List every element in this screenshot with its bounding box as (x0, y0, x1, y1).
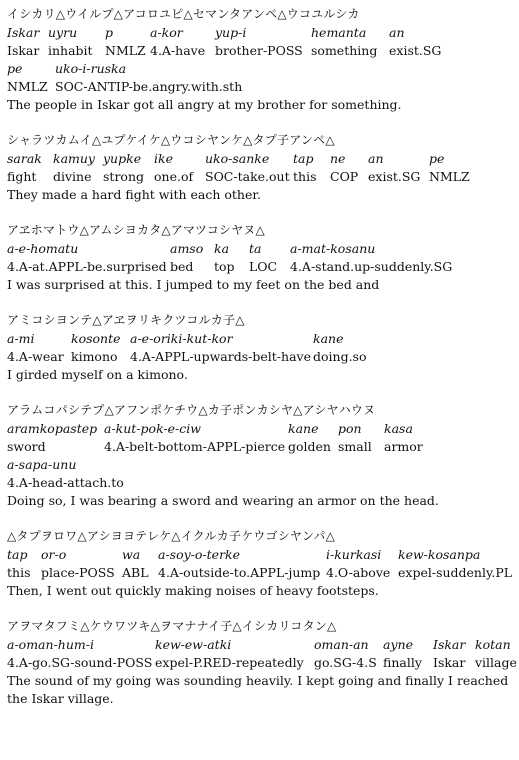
ainu-word: uko-sanke (205, 151, 270, 166)
gloss-word: ABL (122, 565, 149, 580)
ainu-word: a-e-homatu (7, 241, 79, 256)
gloss-word: sword (7, 439, 46, 454)
gloss-word: Iskar (7, 43, 40, 58)
ainu-word: amso (170, 241, 204, 256)
ainu-word: uyru (48, 25, 78, 40)
gloss-word: brother-POSS (215, 43, 303, 58)
ainu-word: a-oman-hum-i (7, 637, 94, 652)
ainu-word: a-soy-o-terke (158, 547, 241, 562)
ainu-word: sarak (7, 151, 42, 166)
ainu-word: tap (7, 547, 28, 562)
ainu-line (7, 420, 517, 438)
ainu-word: tap (293, 151, 314, 166)
gloss-line (7, 654, 517, 672)
gloss-word: golden (288, 439, 331, 454)
gloss-word: exist.SG (389, 43, 442, 58)
gloss-word: 4.A-go.SG-sound-POSS (7, 655, 153, 670)
gloss-word: doing.so (313, 349, 367, 364)
gloss-word: 4.A-wear (7, 349, 64, 364)
gloss-word: 4.A-at.APPL-be.surprised (7, 259, 167, 274)
gloss-word: SOC-take.out (205, 169, 290, 184)
example-block (7, 617, 517, 708)
gloss-word: divine (53, 169, 92, 184)
ainu-line (7, 636, 517, 654)
ainu-word: kane (313, 331, 344, 346)
ainu-word: a-sapa-unu (7, 457, 77, 472)
ainu-word: ta (249, 241, 262, 256)
free-translation: Then, I went out quickly making noises of heavy footsteps. (7, 583, 379, 598)
gloss-word: something (311, 43, 378, 58)
gloss-line (7, 42, 517, 60)
ainu-word: kosonte (71, 331, 121, 346)
ainu-word: ayne (383, 637, 413, 652)
gloss-word: kimono (71, 349, 118, 364)
ainu-line (7, 546, 517, 564)
gloss-word: exist.SG (368, 169, 421, 184)
gloss-line (7, 474, 517, 492)
ainu-word: aramkopastep (7, 421, 98, 436)
gloss-word: 4.A-APPL-upwards-belt-have (130, 349, 311, 364)
ainu-line (7, 330, 517, 348)
free-translation: Doing so, I was bearing a sword and wearing an armor on the head. (7, 493, 439, 508)
gloss-word: expel-suddenly.PL (398, 565, 513, 580)
ainu-word: oman-an (314, 637, 369, 652)
free-translation: I girded myself on a kimono. (7, 367, 188, 382)
ainu-word: ike (154, 151, 173, 166)
example-block (7, 311, 517, 384)
ainu-word: kew-kosanpa (398, 547, 481, 562)
ainu-word: a-kor (150, 25, 183, 40)
gloss-word: top (214, 259, 235, 274)
ainu-word: kamuy (53, 151, 95, 166)
katakana-line: アヲマタフミ△ケウワツキ△ヲマナナイ子△イシカリコタン△ (7, 619, 337, 633)
gloss-line (7, 258, 517, 276)
ainu-word: a-mat-kosanu (290, 241, 376, 256)
free-translation: They made a hard fight with each other. (7, 187, 261, 202)
example-block (7, 401, 517, 510)
ainu-word: an (389, 25, 405, 40)
gloss-word: NMLZ (105, 43, 146, 58)
gloss-word: 4.A-stand.up-suddenly.SG (290, 259, 453, 274)
gloss-word: expel-P.RED-repeatedly (155, 655, 304, 670)
ainu-word: an (368, 151, 384, 166)
free-translation: I was surprised at this. I jumped to my feet on the bed and (7, 277, 380, 292)
ainu-word: a-kut-pok-e-ciw (104, 421, 201, 436)
example-block (7, 221, 517, 294)
katakana-line: アミコシヨンテ△アヱヲリキクツコルカ子△ (7, 313, 245, 327)
gloss-line (7, 438, 517, 456)
gloss-word: armor (384, 439, 423, 454)
ainu-word: p (105, 25, 114, 40)
gloss-word: 4.O-above (326, 565, 391, 580)
gloss-word: fight (7, 169, 37, 184)
gloss-word: LOC (249, 259, 278, 274)
gloss-line (7, 78, 517, 96)
ainu-word: pe (429, 151, 445, 166)
example-block (7, 131, 517, 204)
gloss-word: inhabit (48, 43, 93, 58)
gloss-line (7, 348, 517, 366)
ainu-word: i-kurkasi (326, 547, 382, 562)
katakana-line: △タプヲロワ△アシヨヨテレケ△イクルカ子ケウゴシヤンパ△ (7, 529, 335, 543)
katakana-line: アヱホマトウ△アムシヨカタ△アマツコシヤヌ△ (7, 223, 265, 237)
gloss-word: 4.A-have (150, 43, 206, 58)
gloss-word: 4.A-head-attach.to (7, 475, 124, 490)
gloss-word: 4.A-belt-bottom-APPL-pierce (104, 439, 286, 454)
gloss-word: this (293, 169, 317, 184)
gloss-line (7, 564, 517, 582)
ainu-word: kew-ew-atki (155, 637, 232, 652)
ainu-line (7, 24, 517, 42)
ainu-word: hemanta (311, 25, 367, 40)
gloss-word: this (7, 565, 31, 580)
ainu-word: kotan (475, 637, 511, 652)
ainu-word: ne (330, 151, 346, 166)
gloss-word: village (475, 655, 517, 670)
ainu-word: kane (288, 421, 319, 436)
ainu-word: pe (7, 61, 23, 76)
ainu-word: wa (122, 547, 141, 562)
ainu-word: yup-i (215, 25, 247, 40)
ainu-line (7, 150, 517, 168)
gloss-word: strong (103, 169, 144, 184)
gloss-word: 4.A-outside-to.APPL-jump (158, 565, 321, 580)
example-block (7, 527, 517, 600)
ainu-word: a-mi (7, 331, 35, 346)
gloss-word: one.of (154, 169, 194, 184)
gloss-word: COP (330, 169, 359, 184)
gloss-word: go.SG-4.S (314, 655, 377, 670)
ainu-word: or-o (41, 547, 67, 562)
gloss-word: place-POSS (41, 565, 115, 580)
ainu-word: kasa (384, 421, 413, 436)
ainu-word: a-e-oriki-kut-kor (130, 331, 233, 346)
gloss-word: NMLZ (429, 169, 470, 184)
free-translation: The people in Iskar got all angry at my brother for something. (7, 97, 402, 112)
gloss-word: SOC-ANTIP-be.angry.with.sth (55, 79, 243, 94)
ainu-line (7, 60, 517, 78)
ainu-word: Iskar (433, 637, 466, 652)
ainu-word: pon (338, 421, 362, 436)
gloss-line (7, 168, 517, 186)
katakana-line: アラムコパシテプ△アフンポケチウ△カ子ポンカシヤ△アシヤハウヌ (7, 403, 376, 417)
ainu-word: uko-i-ruska (55, 61, 127, 76)
gloss-word: finally (383, 655, 422, 670)
gloss-word: bed (170, 259, 194, 274)
ainu-word: Iskar (7, 25, 40, 40)
example-block (7, 5, 517, 114)
katakana-line: イシカリ△ウイルプ△アコロユピ△セマンタアンペ△ウコユルシカ (7, 7, 360, 21)
free-translation: The sound of my going was sounding heavily. I kept going and finally I reached the Iskar village. (7, 673, 509, 706)
katakana-line: シャラツカムイ△ユプケイケ△ウコシヤンケ△タプ子アンペ△ (7, 133, 335, 147)
document (7, 5, 517, 725)
gloss-word: small (338, 439, 372, 454)
ainu-line (7, 456, 517, 474)
gloss-word: NMLZ (7, 79, 48, 94)
ainu-line (7, 240, 517, 258)
gloss-word: Iskar (433, 655, 466, 670)
ainu-word: ka (214, 241, 230, 256)
ainu-word: yupke (103, 151, 142, 166)
